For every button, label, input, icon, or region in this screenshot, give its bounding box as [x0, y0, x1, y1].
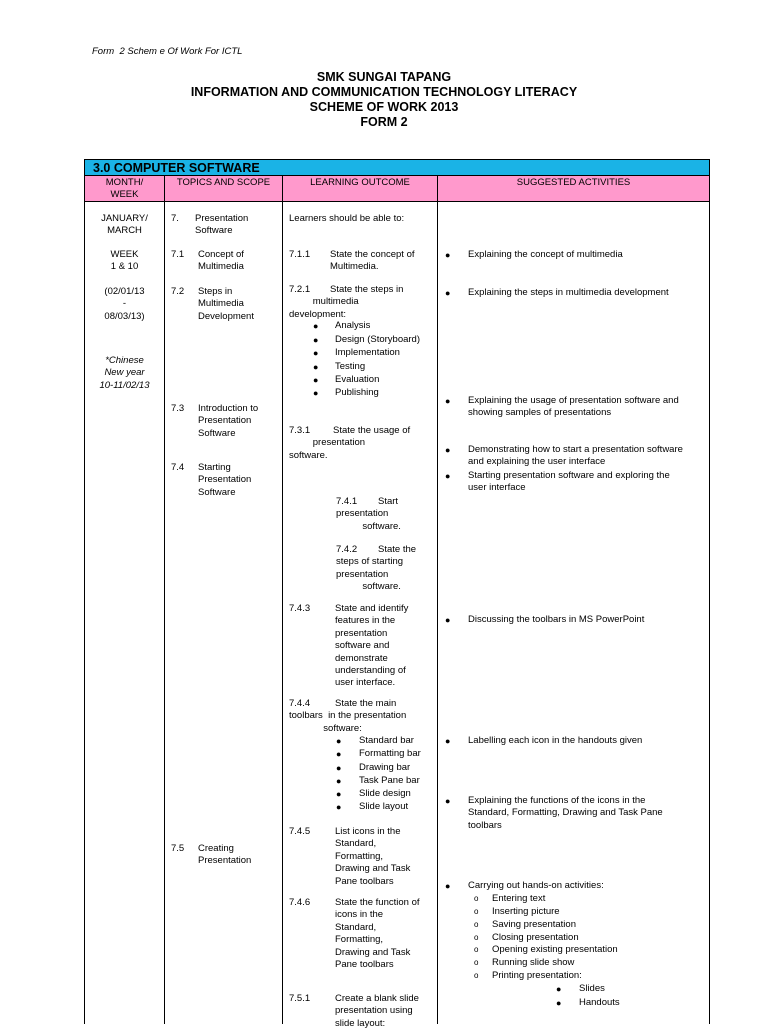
topic-text: Presentation Software: [195, 213, 249, 237]
bullet-icon: ●: [336, 802, 342, 812]
topic-text: Introduction to Presentation Software: [198, 403, 259, 439]
bullet-icon: ●: [313, 335, 319, 345]
bullet-icon: ●: [445, 615, 451, 625]
list-item: Handouts: [579, 997, 620, 1008]
bullet-icon: ●: [445, 471, 451, 481]
list-item: Running slide show: [492, 957, 575, 968]
activity-item: Explaining the functions of the icons in the Standard, Formatting, Drawing and Task Pane toolbars: [468, 795, 663, 831]
list-item: Testing: [335, 361, 366, 372]
circle-bullet-icon: o: [474, 945, 479, 954]
header-activities: SUGGESTED ACTIVITIES: [516, 177, 631, 188]
subject-title: INFORMATION AND COMMUNICATION TECHNOLOGY LITERACY: [190, 85, 578, 99]
col-border-right: [709, 175, 710, 1024]
activity-item: Carrying out hands-on activities:: [468, 880, 604, 891]
bullet-icon: ●: [336, 789, 342, 799]
header-outcome: LEARNING OUTCOME: [310, 177, 410, 188]
bullet-icon: ●: [556, 984, 562, 994]
holiday-note: *Chinese New year 10-11/02/13: [99, 355, 150, 391]
activity-item: Explaining the steps in multimedia development: [468, 287, 669, 298]
month-range: JANUARY/ MARCH: [101, 213, 148, 237]
topic-num: 7.4: [171, 462, 185, 473]
topic-text: Creating Presentation: [198, 843, 252, 867]
running-header: Form 2 Schem e Of Work For ICTL: [92, 46, 243, 57]
list-item: Standard bar: [359, 735, 414, 746]
topic-num: 7.2: [171, 286, 185, 297]
bullet-icon: ●: [445, 736, 451, 746]
topic-num: 7.5: [171, 843, 185, 854]
list-item: Analysis: [335, 320, 371, 331]
bullet-icon: ●: [313, 348, 319, 358]
outcome-num: 7.4.4: [289, 698, 311, 709]
list-item: Closing presentation: [492, 932, 579, 943]
topic-text: Starting Presentation Software: [198, 462, 252, 498]
outcome-num: 7.4.6: [289, 897, 311, 908]
bullet-icon: ●: [445, 250, 451, 260]
outcome-text: State the steps of starting presentation software.: [336, 544, 417, 593]
bullet-icon: ●: [313, 321, 319, 331]
list-item: Entering text: [492, 893, 546, 904]
outcome-num: 7.5.1: [289, 993, 311, 1004]
circle-bullet-icon: o: [474, 933, 479, 942]
list-item: Printing presentation:: [492, 970, 582, 981]
list-item: Slides: [579, 983, 605, 994]
scheme-title: SCHEME OF WORK 2013: [309, 100, 459, 114]
bullet-icon: ●: [445, 445, 451, 455]
circle-bullet-icon: o: [474, 894, 479, 903]
list-item: Slide design: [359, 788, 411, 799]
list-item: Opening existing presentation: [492, 944, 618, 955]
list-item: Saving presentation: [492, 919, 576, 930]
form-title: FORM 2: [360, 115, 408, 129]
outcome-text: State the function of icons in the Standard, Formatting, Drawing and Task Pane toolbars: [335, 897, 420, 971]
outcome-num: 7.4.1: [336, 496, 358, 507]
list-item: Slide layout: [359, 801, 409, 812]
bullet-icon: ●: [445, 288, 451, 298]
bullet-icon: ●: [313, 388, 319, 398]
bullet-icon: ●: [556, 998, 562, 1008]
section-bar: [84, 159, 710, 176]
outcome-num: 7.2.1: [289, 284, 311, 295]
outcome-text: Create a blank slide presentation using slide layout:: [335, 993, 419, 1029]
bullet-icon: ●: [336, 763, 342, 773]
outcome-text: State the steps in multimedia development:: [289, 284, 404, 320]
activity-item: Demonstrating how to start a presentation software and explaining the user interface: [468, 444, 683, 468]
bullet-icon: ●: [336, 776, 342, 786]
outcome-intro: Learners should be able to:: [289, 213, 405, 224]
outcome-text: State the concept of Multimedia.: [330, 249, 415, 273]
outcome-num: 7.4.5: [289, 826, 311, 837]
outcome-text: State the main toolbars in the presentation software:: [289, 698, 407, 734]
topic-text: Steps in Multimedia Development: [198, 286, 254, 322]
week-range: WEEK 1 & 10: [110, 249, 139, 273]
activity-item: Explaining the usage of presentation software and showing samples of presentations: [468, 395, 679, 419]
header-topics: TOPICS AND SCOPE: [176, 177, 271, 188]
date-range: (02/01/13 - 08/03/13): [104, 286, 145, 322]
outcome-num: 7.4.3: [289, 603, 311, 614]
section-title: 3.0 COMPUTER SOFTWARE: [93, 161, 260, 175]
bullet-icon: ●: [336, 749, 342, 759]
activity-item: Labelling each icon in the handouts given: [468, 735, 643, 746]
outcome-num: 7.1.1: [289, 249, 311, 260]
bullet-icon: ●: [313, 362, 319, 372]
list-item: Evaluation: [335, 374, 380, 385]
activity-item: Explaining the concept of multimedia: [468, 249, 623, 260]
topic-num: 7.1: [171, 249, 185, 260]
bullet-icon: ●: [445, 396, 451, 406]
topic-num: 7.: [171, 213, 179, 224]
outcome-text: Start presentation software.: [336, 496, 401, 532]
circle-bullet-icon: o: [474, 971, 479, 980]
list-item: Drawing bar: [359, 762, 411, 773]
col-border-1: [164, 175, 165, 1024]
school-name: SMK SUNGAI TAPANG: [316, 70, 452, 84]
list-item: Inserting picture: [492, 906, 560, 917]
header-month: MONTH/ WEEK: [105, 177, 144, 201]
bullet-icon: ●: [445, 796, 451, 806]
topic-num: 7.3: [171, 403, 185, 414]
col-border-2: [282, 175, 283, 1024]
bullet-icon: ●: [336, 736, 342, 746]
outcome-text: List icons in the Standard, Formatting, Drawing and Task Pane toolbars: [335, 826, 411, 887]
list-item: Design (Storyboard): [335, 334, 421, 345]
outcome-num: 7.4.2: [336, 544, 358, 555]
circle-bullet-icon: o: [474, 958, 479, 967]
outcome-text: State and identify features in the presentation software and demonstrate understanding of user interface.: [335, 603, 409, 689]
list-item: Publishing: [335, 387, 379, 398]
list-item: Task Pane bar: [359, 775, 420, 786]
activity-item: Starting presentation software and exploring the user interface: [468, 470, 670, 494]
bullet-icon: ●: [445, 881, 451, 891]
activity-item: Discussing the toolbars in MS PowerPoint: [468, 614, 645, 625]
circle-bullet-icon: o: [474, 920, 479, 929]
list-item: Implementation: [335, 347, 400, 358]
list-item: Formatting bar: [359, 748, 421, 759]
outcome-num: 7.3.1: [289, 425, 311, 436]
circle-bullet-icon: o: [474, 907, 479, 916]
bullet-icon: ●: [313, 375, 319, 385]
outcome-text: State the usage of presentation software.: [289, 425, 411, 461]
topic-text: Concept of Multimedia: [198, 249, 244, 273]
col-border-3: [437, 175, 438, 1024]
